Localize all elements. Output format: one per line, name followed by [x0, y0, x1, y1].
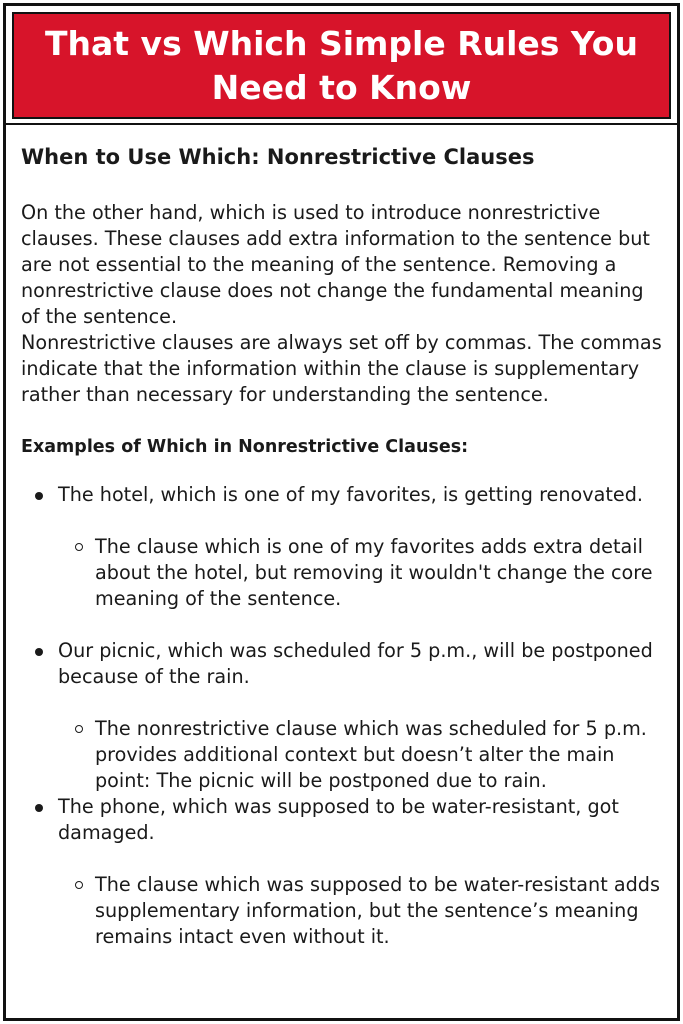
- title-banner: [12, 12, 671, 119]
- example-sentence: The hotel, which is one of my favorites, is getting renovated.: [58, 483, 643, 506]
- example-sentence: The phone, which was supposed to be water-resistant, got damaged.: [58, 795, 619, 844]
- bullet-icon: [35, 648, 43, 656]
- example-explanation: The nonrestrictive clause which was scheduled for 5 p.m. provides additional context but doesn’t alter the main point: The picnic will be postponed due to rain.: [95, 717, 647, 792]
- example-item: [21, 482, 666, 612]
- page-frame: [3, 3, 680, 1021]
- examples-list: [21, 482, 666, 950]
- example-explanation: The clause which is one of my favorites adds extra detail about the hotel, but removing it wouldn't change the core meaning of the sentence.: [95, 535, 653, 610]
- examples-heading: Examples of Which in Nonrestrictive Clauses:: [21, 437, 469, 457]
- section-heading: When to Use Which: Nonrestrictive Clauses: [21, 145, 535, 169]
- example-explanation-item: [21, 872, 666, 950]
- example-explanation-item: [21, 716, 666, 794]
- example-explanation: The clause which was supposed to be water-resistant adds supplementary information, but the sentence’s meaning remains intact even without it.: [95, 873, 660, 948]
- example-item: [21, 638, 666, 794]
- intro-paragraph-2: Nonrestrictive clauses are always set off by commas. The commas indicate that the information within the clause is supplementary rather than necessary for understanding the sentence.: [21, 331, 662, 406]
- title-line-1: That vs Which Simple Rules You: [45, 23, 638, 63]
- circle-bullet-icon: [75, 543, 83, 551]
- header-divider: [6, 123, 677, 125]
- example-sentence: Our picnic, which was scheduled for 5 p.m., will be postponed because of the rain.: [58, 639, 653, 688]
- bullet-icon: [35, 804, 43, 812]
- article-body: [21, 138, 666, 950]
- circle-bullet-icon: [75, 881, 83, 889]
- intro-paragraph-1: On the other hand, which is used to introduce nonrestrictive clauses. These clauses add extra information to the sentence but are not essential to the meaning of the sentence. Removing a nonrestrictive clause does not change the fundamental meaning of the sentence.: [21, 201, 650, 328]
- example-item: [21, 794, 666, 950]
- bullet-icon: [35, 492, 43, 500]
- title-line-2: Need to Know: [211, 67, 472, 107]
- example-explanation-item: [21, 534, 666, 612]
- circle-bullet-icon: [75, 725, 83, 733]
- intro-text: [21, 200, 666, 408]
